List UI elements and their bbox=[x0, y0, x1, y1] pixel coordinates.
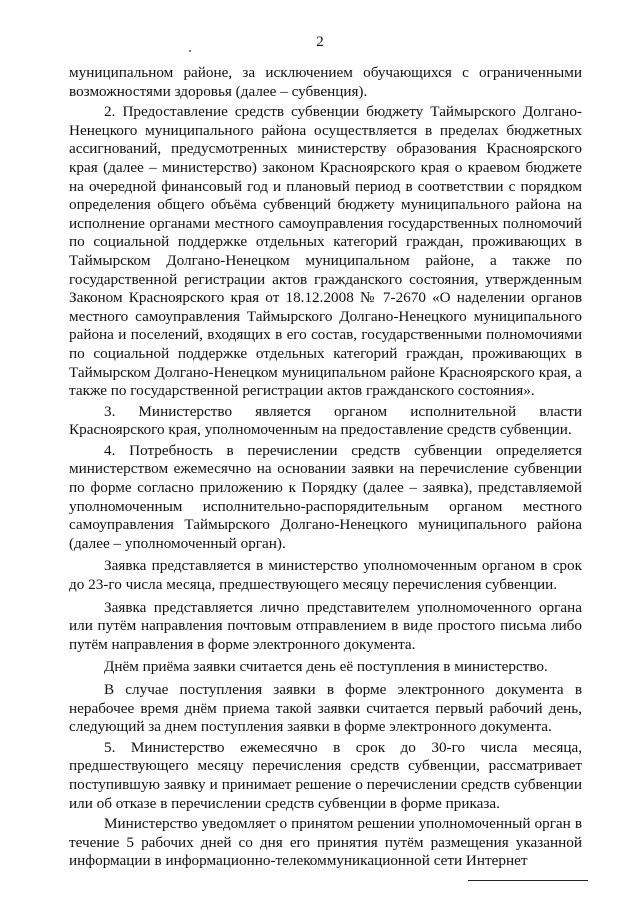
paragraph-item-5: 5. Министерство ежемесячно в срок до 30-го числа месяца, предшествующего месяцу перечисления средств субвенции, рассматривает поступившую заявку и принимает решение о перечислении средств субвенции или об отказе в перечислении средств субвенции в форме приказа. bbox=[69, 738, 582, 812]
paragraph-notification: Министерство уведомляет о принятом решении уполномоченный орган в течение 5 рабочих дней со дня его принятия путём размещения указанной информации в информационно-телекоммуникационной сети Интернет bbox=[69, 815, 582, 870]
scan-artifact bbox=[189, 50, 191, 52]
page-number: 2 bbox=[316, 34, 324, 50]
paragraph-electronic-request: В случае поступления заявки в форме электронного документа в нерабочее время днём приема такой заявки считается первый рабочий день, следующий за днем поступления заявки в форме электронного документа. bbox=[69, 681, 582, 736]
document-body bbox=[69, 64, 582, 873]
paragraph-request-submission: Заявка представляется лично представителем уполномоченного органа или путём направления почтовым отправлением в виде простого письма либо путём направления в форме электронного документа. bbox=[69, 598, 582, 653]
paragraph-item-4: 4. Потребность в перечислении средств субвенции определяется министерством ежемесячно на основании заявки на перечисление субвенции по форме согласно приложению к Порядку (далее – заявка), представляемой уполномоченным исполнительно-распорядительным органом местного самоуправления Таймырского Долгано-Ненецкого муниципального района (далее – уполномоченный орган). bbox=[69, 441, 582, 552]
paragraph-item-3: 3. Министерство является органом исполнительной власти Красноярского края, уполномоченным на предоставление средств субвенции. bbox=[69, 402, 582, 439]
paragraph-request-date: Днём приёма заявки считается день её поступления в министерство. bbox=[104, 658, 548, 676]
footnote-separator bbox=[468, 880, 588, 881]
paragraph-request-deadline: Заявка представляется в министерство уполномоченным органом в срок до 23-го числа месяца, предшествующего месяцу перечисления субвенции. bbox=[69, 557, 582, 594]
paragraph-item-2: 2. Предоставление средств субвенции бюджету Таймырского Долгано-Ненецкого муниципального района осуществляется в пределах бюджетных ассигнований, предусмотренных министерству образования Красноярского края (далее – министерство) законом Красноярского края о краевом бюджете на очередной финансовый год и плановый период в соответствии с порядком определения общего объёма субвенций бюджету муниципального района на исполнение органами местного самоуправления государственных полномочий по социальной поддержке отдельных категорий граждан, проживающих в Таймырском Долгано-Ненецком муниципальном районе, а также по государственной регистрации актов гражданского состояния, утвержденным Законом Красноярского края от 18.12.2008 № 7-2670 «О наделении органов местного самоуправления Таймырского Долгано-Ненецкого муниципального района и поселений, входящих в его состав, государственными полномочиями по социальной поддержке отдельных категорий граждан, проживающих в Таймырском Долгано-Ненецком муниципальном районе Красноярского края, а также по государственной регистрации актов гражданского состояния». bbox=[69, 103, 582, 400]
paragraph-continuation: муниципальном районе, за исключением обучающихся с ограниченными возможностями здоровья (далее – субвенция). bbox=[69, 64, 582, 100]
